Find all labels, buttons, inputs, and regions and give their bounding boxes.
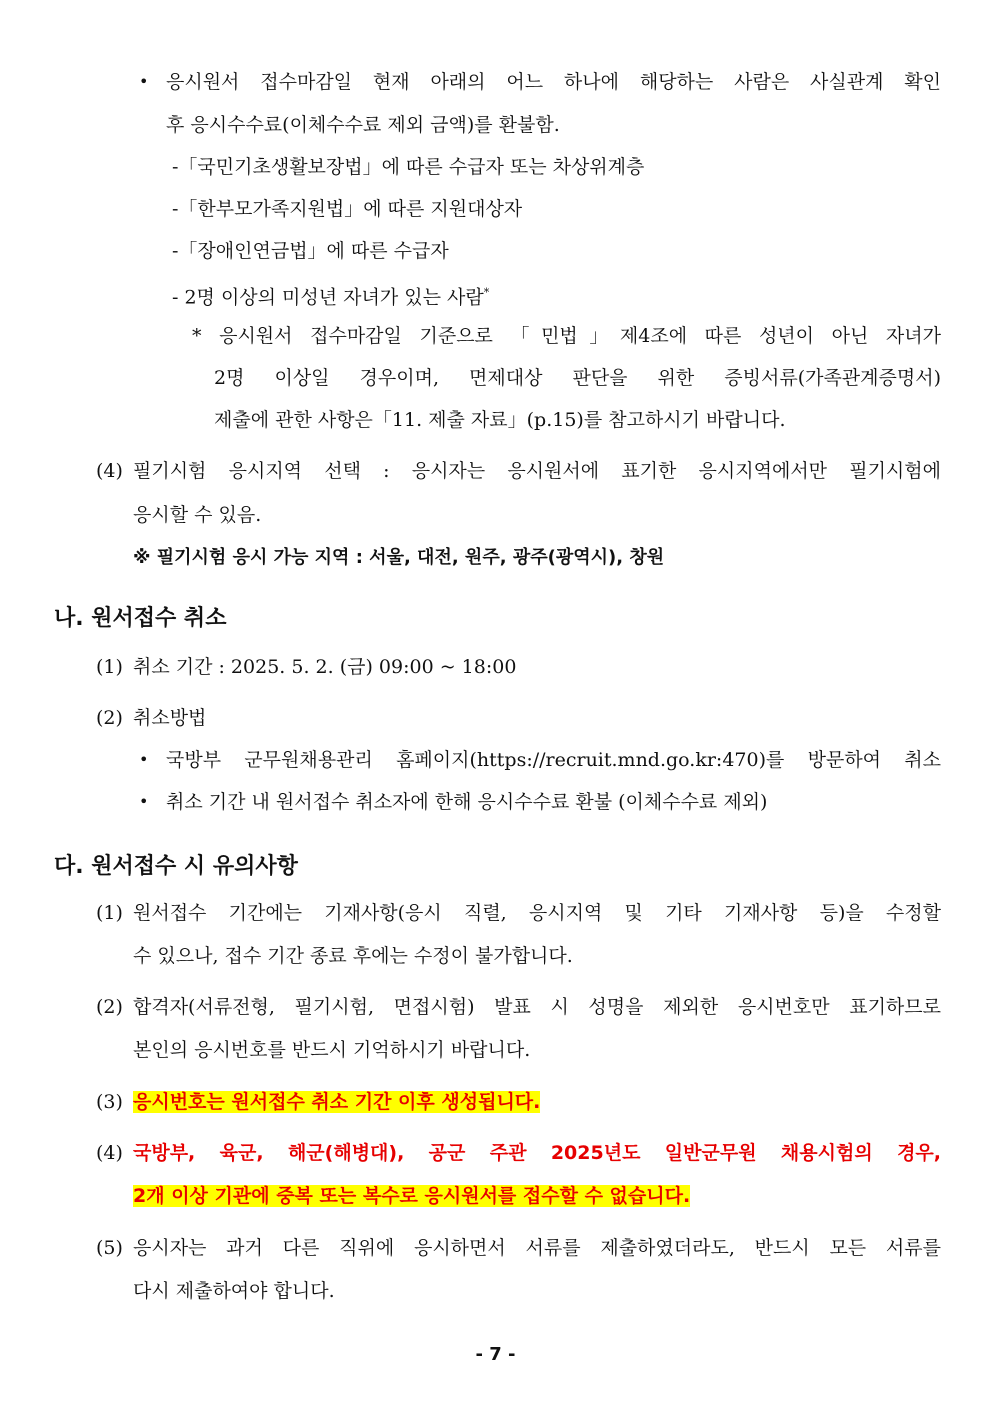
footnote-line2: 2명 이상일 경우이며, 면제대상 판단을 위한 증빙서류(가족관계증명서): [214, 367, 941, 389]
refund-item: -「국민기초생활보장법」에 따른 수급자 또는 차상위계층: [172, 156, 645, 178]
notes-item2-line1: 합격자(서류전형, 필기시험, 면접시험) 발표 시 성명을 제외한 응시번호만 표기하므로: [133, 996, 941, 1018]
notes-item4-line2: [133, 1183, 690, 1209]
notes-item1-line2: 수 있으나, 접수 기간 종료 후에는 수정이 불가합니다.: [133, 945, 573, 967]
item-number: (1): [96, 656, 123, 678]
refund-intro-line2: 후 응시수수료(이체수수료 제외 금액)를 환불함.: [166, 114, 560, 136]
page-number: - 7 -: [475, 1344, 516, 1365]
item-number: (2): [96, 707, 123, 729]
notes-item5-line2: 다시 제출하여야 합니다.: [133, 1280, 335, 1302]
notes-item1-line1: 원서접수 기간에는 기재사항(응시 직렬, 응시지역 및 기타 기재사항 등)을 수정할: [133, 902, 941, 924]
item-number: (4): [96, 460, 123, 482]
item4-line2: 응시할 수 있음.: [133, 504, 262, 526]
item-number: (5): [96, 1237, 123, 1259]
bullet-marker: •: [139, 792, 149, 811]
highlighted-text: 응시번호는 원서접수 취소 기간 이후 생성됩니다.: [133, 1091, 541, 1113]
notes-item2-line2: 본인의 응시번호를 반드시 기억하시기 바랍니다.: [133, 1039, 531, 1061]
item-number: (3): [96, 1091, 123, 1113]
footnote-mark: *: [483, 286, 490, 299]
refund-item: -「한부모가족지원법」에 따른 지원대상자: [172, 198, 523, 220]
section-heading-notes: 다. 원서접수 시 유의사항: [54, 854, 298, 879]
cancel-bullet: 국방부 군무원채용관리 홈페이지(https://recruit.mnd.go.kr:470)를 방문하여 취소: [166, 749, 941, 771]
refund-item: - 2명 이상의 미성년 자녀가 있는 사람*: [172, 286, 490, 309]
section-heading-cancel: 나. 원서접수 취소: [54, 606, 227, 631]
notes-item3-highlight: [133, 1089, 540, 1115]
item-number: (1): [96, 902, 123, 924]
footnote-line3: 제출에 관한 사항은「11. 제출 자료」(p.15)를 참고하시기 바랍니다.: [214, 409, 786, 431]
cancel-method: 취소방법: [133, 707, 207, 729]
bullet-marker: •: [139, 72, 149, 91]
item4-line1: 필기시험 응시지역 선택 : 응시자는 응시원서에 표기한 응시지역에서만 필기시험에: [133, 460, 941, 482]
highlighted-text: 2개 이상 기관에 중복 또는 복수로 응시원서를 접수할 수 없습니다.: [133, 1185, 691, 1207]
refund-intro-line1: 응시원서 접수마감일 현재 아래의 어느 하나에 해당하는 사람은 사실관계 확인: [166, 71, 941, 93]
item-number: (4): [96, 1142, 123, 1164]
item-number: (2): [96, 996, 123, 1018]
bullet-marker: •: [139, 750, 149, 769]
cancel-bullet: 취소 기간 내 원서접수 취소자에 한해 응시수수료 환불 (이체수수료 제외): [166, 791, 768, 813]
cancel-period: 취소 기간 : 2025. 5. 2. (금) 09:00 ~ 18:00: [133, 656, 517, 678]
notes-item5-line1: 응시자는 과거 다른 직위에 응시하면서 서류를 제출하였더라도, 반드시 모든 서류를: [133, 1237, 941, 1259]
notes-item4-line1: 국방부, 육군, 해군(해병대), 공군 주관 2025년도 일반군무원 채용시험의 경우,: [133, 1142, 941, 1164]
refund-item: -「장애인연금법」에 따른 수급자: [172, 240, 449, 262]
footnote-line1: * 응시원서 접수마감일 기준으로 「민법」제4조에 따른 성년이 아닌 자녀가: [192, 325, 941, 347]
region-note: ※ 필기시험 응시 가능 지역 : 서울, 대전, 원주, 광주(광역시), 창원: [133, 547, 665, 568]
